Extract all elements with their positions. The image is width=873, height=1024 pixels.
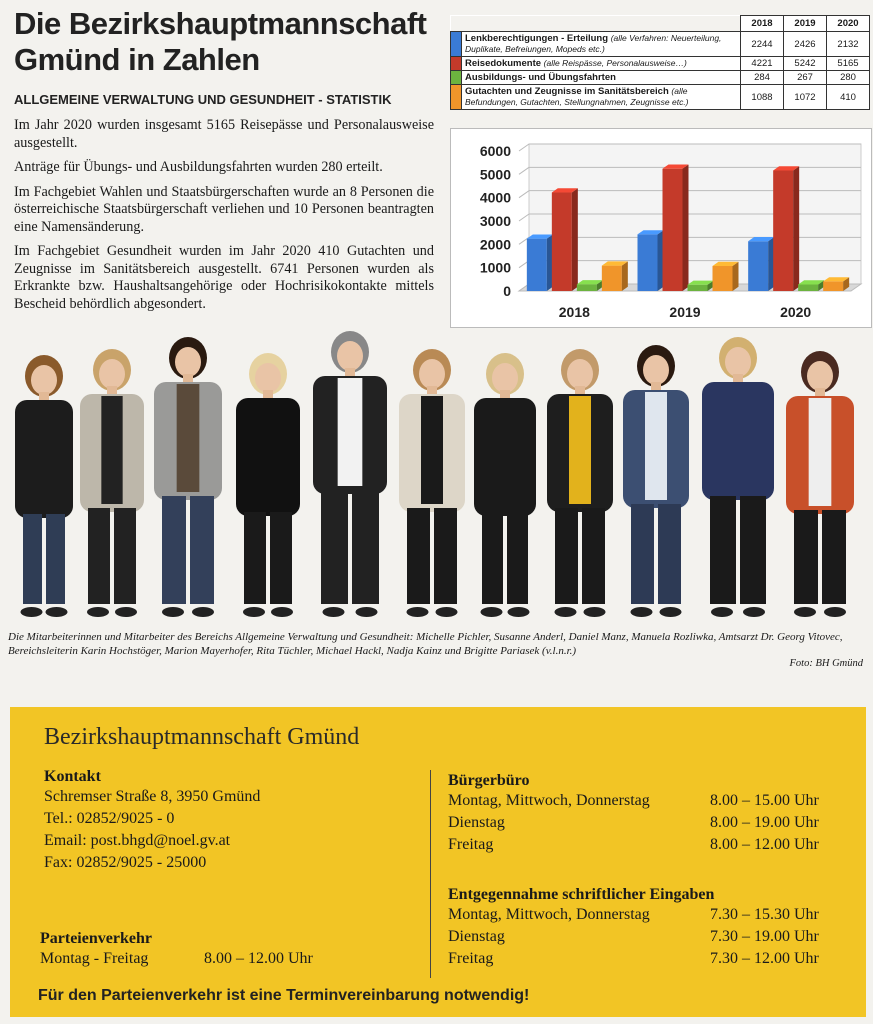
table-cell: 2426 xyxy=(784,32,827,57)
day: Freitag xyxy=(448,950,494,967)
bar-side xyxy=(793,166,799,291)
bar-front xyxy=(688,285,708,291)
table-cell: 280 xyxy=(827,71,870,85)
paragraph: Im Jahr 2020 wurden insgesamt 5165 Reisepässe und Personalausweise ausgestellt. xyxy=(14,117,434,151)
day: Montag, Mittwoch, Donnerstag xyxy=(448,906,650,923)
bar-front xyxy=(713,266,733,291)
year-header: 2018 xyxy=(741,16,784,32)
bar-front xyxy=(638,234,658,291)
bar xyxy=(773,166,799,291)
paragraph: Anträge für Übungs- und Ausbildungsfahrten wurden 280 erteilt. xyxy=(14,159,383,175)
day: Dienstag xyxy=(448,928,505,945)
hours: 8.00 – 19.00 Uhr xyxy=(710,814,819,831)
hours-row xyxy=(448,904,819,926)
statistics-table xyxy=(450,15,870,110)
y-tick-label: 4000 xyxy=(479,189,511,206)
y-tick-label: 3000 xyxy=(479,213,511,229)
party-hours: 8.00 – 12.00 Uhr xyxy=(204,950,313,967)
grid-line xyxy=(519,191,529,198)
bar-front xyxy=(798,284,818,291)
person-figure xyxy=(15,355,73,617)
appointment-notice: Für den Parteienverkehr ist eine Terminvereinbarung notwendig! xyxy=(38,987,530,1004)
bar xyxy=(748,237,774,291)
address: Schremser Straße 8, 3950 Gmünd xyxy=(44,788,261,805)
bar xyxy=(663,164,689,291)
table-cell: 5242 xyxy=(784,57,827,71)
table-row xyxy=(451,71,870,85)
bar xyxy=(688,281,714,291)
fax: Fax: 02852/9025 - 25000 xyxy=(44,854,207,871)
hours: 7.30 – 12.00 Uhr xyxy=(710,950,819,967)
year-header: 2020 xyxy=(827,16,870,32)
table-cell: 2132 xyxy=(827,32,870,57)
hours: 8.00 – 12.00 Uhr xyxy=(710,836,819,853)
hours: 7.30 – 15.30 Uhr xyxy=(710,906,819,923)
row-label: Gutachten und Zeugnisse im Sanitätsbereich (alle Befundungen, Gutachten, Stellungnahmen, Zeugnisse etc.) xyxy=(462,85,741,110)
table-cell: 410 xyxy=(827,85,870,110)
bar xyxy=(798,280,824,291)
party-hours-row xyxy=(40,948,313,970)
series-swatch xyxy=(451,57,462,71)
phone: Tel.: 02852/9025 - 0 xyxy=(44,810,175,827)
table-cell: 2244 xyxy=(741,32,784,57)
bar xyxy=(552,188,578,291)
buergerbuero-heading: Bürgerbüro xyxy=(448,772,530,789)
section-subtitle: ALLGEMEINE VERWALTUNG UND GESUNDHEIT - STATISTIK xyxy=(14,92,392,107)
column-divider xyxy=(430,770,431,978)
party-days: Montag - Freitag xyxy=(40,950,149,967)
x-tick-label: 2018 xyxy=(558,304,590,320)
y-tick-label: 6000 xyxy=(479,143,511,159)
person-figure xyxy=(547,349,613,617)
table-cell: 284 xyxy=(741,71,784,85)
photo-caption: Die Mitarbeiterinnen und Mitarbeiter des Bereichs Allgemeine Verwaltung und Gesundheit: Michelle Pichler, Susanne Anderl, Daniel Manz, Manuela Rozliwka, Amtsarzt Dr. Georg Vitovec, Bereichsleiterin Karin Hochstöger, Marion Mayerhofer, Rita Tüchler, Michael Hackl, Nadja Kainz und Brigitte Pariasek (v.l.n.r.) xyxy=(8,631,843,657)
person-figure xyxy=(786,351,854,617)
row-label: Lenkberechtigungen - Erteilung (alle Verfahren: Neuerteilung, Duplikate, Befreiungen, Mopeds etc.) xyxy=(462,32,741,57)
y-tick-label: 1000 xyxy=(479,259,511,276)
person-figure xyxy=(399,349,465,617)
photo-credit: Foto: BH Gmünd xyxy=(789,658,863,669)
table-row xyxy=(451,32,870,57)
buergerbuero-section xyxy=(448,772,819,856)
hours-row xyxy=(448,948,819,970)
x-tick-label: 2019 xyxy=(669,304,701,320)
x-tick-label: 2020 xyxy=(780,304,812,320)
person-figure xyxy=(702,337,774,617)
hours-row xyxy=(448,926,819,948)
staff-group-photo xyxy=(0,330,873,628)
series-swatch xyxy=(451,71,462,85)
email: Email: post.bhgd@noel.gv.at xyxy=(44,832,231,849)
party-section xyxy=(40,930,313,970)
hours: 7.30 – 19.00 Uhr xyxy=(710,928,819,945)
grid-line xyxy=(519,144,529,151)
bar-front xyxy=(773,170,793,291)
grid-line xyxy=(519,214,529,221)
table-header-row xyxy=(451,16,870,32)
bar-front xyxy=(602,266,622,291)
bar xyxy=(823,277,849,291)
grid-line xyxy=(519,167,529,174)
page-title: Die Bezirkshauptmannschaft Gmünd in Zahlen xyxy=(14,6,427,77)
hours-row xyxy=(448,790,819,812)
table-cell: 5165 xyxy=(827,57,870,71)
chart-svg xyxy=(451,129,871,327)
table-cell: 4221 xyxy=(741,57,784,71)
bar xyxy=(527,234,553,291)
eingaben-section xyxy=(448,886,819,970)
bar xyxy=(713,262,739,291)
contact-section xyxy=(44,768,260,874)
series-swatch xyxy=(451,32,462,57)
hours: 8.00 – 15.00 Uhr xyxy=(710,792,819,809)
table-cell: 1072 xyxy=(784,85,827,110)
person-figure xyxy=(236,353,300,617)
person-figure xyxy=(474,353,536,617)
info-title: Bezirkshauptmannschaft Gmünd xyxy=(44,724,360,750)
bar-side xyxy=(622,261,628,291)
bar-front xyxy=(577,284,597,291)
person-figure xyxy=(623,345,689,617)
person-figure xyxy=(154,337,222,617)
bar xyxy=(602,261,628,291)
day: Freitag xyxy=(448,836,494,853)
y-tick-label: 0 xyxy=(503,283,511,299)
bar-front xyxy=(748,241,768,291)
year-header: 2019 xyxy=(784,16,827,32)
table-cell: 267 xyxy=(784,71,827,85)
bar-side xyxy=(683,164,689,291)
bar-side xyxy=(733,262,739,291)
hours-row xyxy=(448,812,819,834)
paragraph: Im Fachgebiet Gesundheit wurden im Jahr 2020 410 Gutachten und Zeugnisse im Sanitätsbereich ausgestellt. 6741 Personen wurden als Erkrankte bzw. Haushaltsangehörige oder Hochrisikokontakte mittels Bescheid behördlich abgesondert. xyxy=(14,243,434,312)
table-cell: 1088 xyxy=(741,85,784,110)
bar-front xyxy=(823,281,843,291)
person-figure xyxy=(313,331,387,617)
bar-front xyxy=(527,239,547,291)
y-tick-label: 5000 xyxy=(479,166,511,183)
person-figure xyxy=(80,349,144,617)
article-body xyxy=(14,117,434,320)
bar-side xyxy=(572,188,578,291)
party-heading: Parteienverkehr xyxy=(40,930,152,947)
y-tick-label: 2000 xyxy=(479,236,511,253)
eingaben-heading: Entgegennahme schriftlicher Eingaben xyxy=(448,886,715,903)
day: Dienstag xyxy=(448,814,505,831)
contact-heading: Kontakt xyxy=(44,768,101,785)
table-row xyxy=(451,57,870,71)
paragraph: Im Fachgebiet Wahlen und Staatsbürgerschaften wurde an 8 Personen die österreichische Staatsbürgerschaft verliehen und 10 Personen beantragten eine Namensänderung. xyxy=(14,183,434,235)
bar-front xyxy=(663,169,683,291)
row-label: Reisedokumente (alle Reispässe, Personalausweise…) xyxy=(462,57,741,71)
bar-chart xyxy=(450,128,872,328)
series-swatch xyxy=(451,85,462,110)
bar xyxy=(577,280,603,291)
table-row xyxy=(451,85,870,110)
row-label: Ausbildungs- und Übungsfahrten xyxy=(462,71,741,85)
hours-row xyxy=(448,834,819,856)
day: Montag, Mittwoch, Donnerstag xyxy=(448,792,650,809)
bar xyxy=(638,230,664,291)
bar-front xyxy=(552,193,572,291)
